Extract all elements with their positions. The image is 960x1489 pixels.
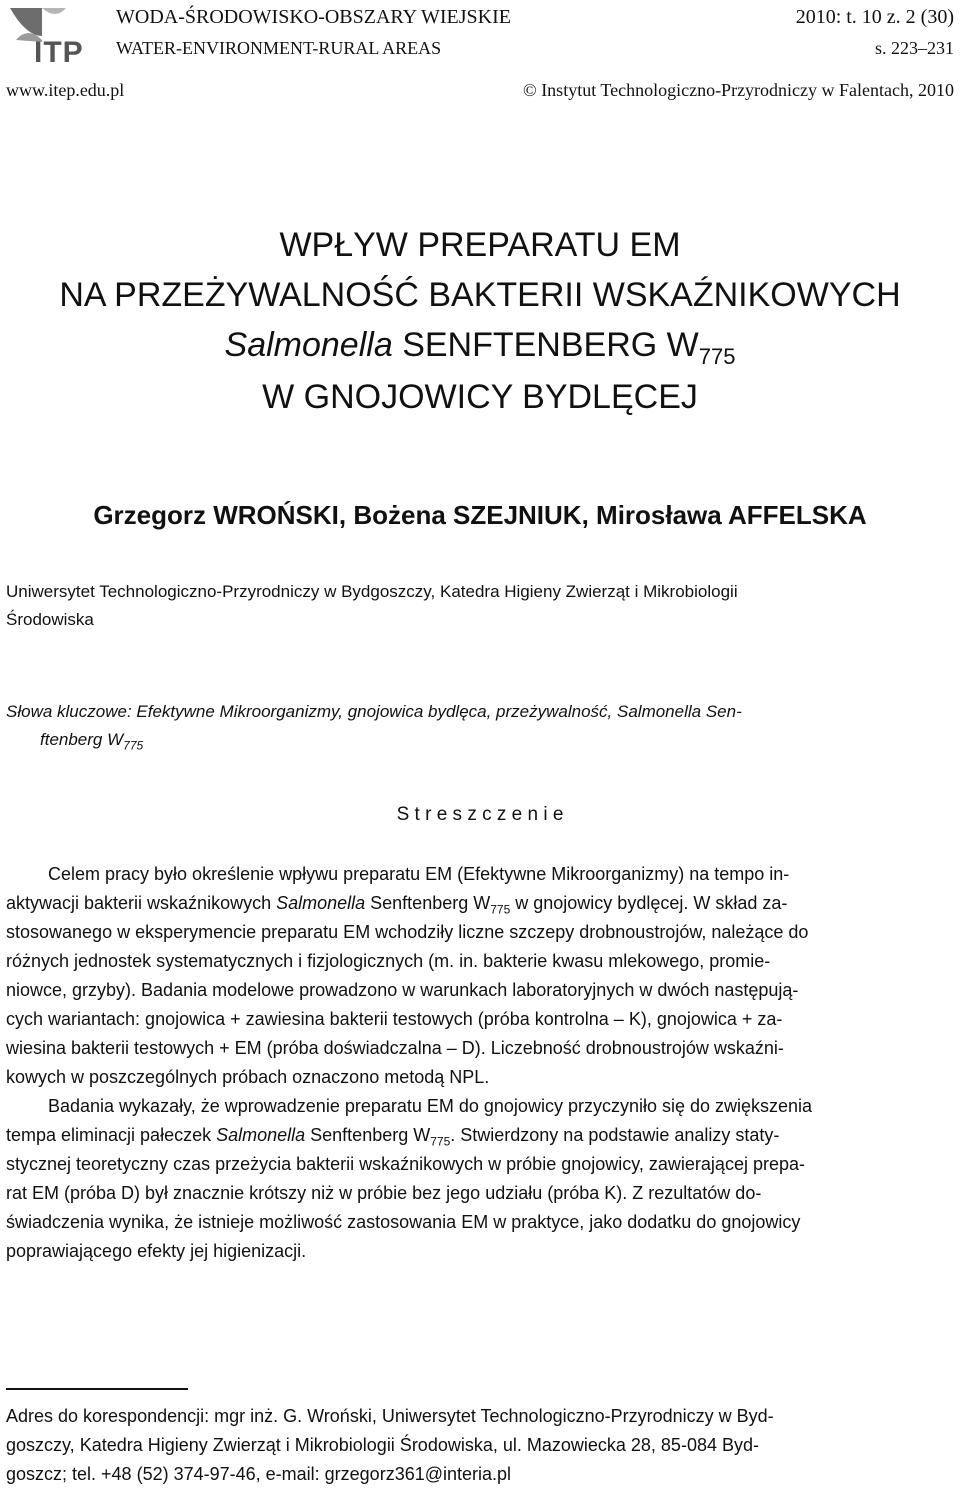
abstract-p2-l2c: . Stwierdzony na podstawie analizy staty- bbox=[450, 1125, 780, 1145]
authors: Grzegorz WROŃSKI, Bożena SZEJNIUK, Mirosława AFFELSKA bbox=[93, 500, 867, 530]
footnote-divider bbox=[6, 1388, 188, 1390]
title-strain-sub: 775 bbox=[698, 343, 736, 369]
abstract-p1-line-7: wiesina bakterii testowych + EM (próba doświadczalna – D). Liczebność drobnoustrojów wskaźni- bbox=[6, 1038, 784, 1058]
abstract-p2-line-3: stycznej teoretyczny czas przeżycia bakterii wskaźnikowych w próbie gnojowicy, zawierającej prepa- bbox=[6, 1154, 805, 1174]
abstract-p2-line-4: rat EM (próba D) był znacznie krótszy niż w próbie bez jego udziału (próba K). Z rezultatów do- bbox=[6, 1183, 762, 1203]
abstract-p1-l2a: aktywacji bakterii wskaźnikowych bbox=[6, 893, 277, 913]
abstract-p2-l2b: Senftenberg W bbox=[305, 1125, 431, 1145]
affiliation-line-1: Uniwersytet Technologiczno-Przyrodniczy w Bydgoszczy, Katedra Higieny Zwierząt i Mikrobiologii bbox=[6, 582, 738, 601]
keywords-line-1: Słowa kluczowe: Efektywne Mikroorganizmy, gnojowica bydlęca, przeżywalność, Salmonella Sen- bbox=[6, 702, 742, 721]
abstract-p1-line-8: kowych w poszczególnych próbach oznaczono metodą NPL. bbox=[6, 1067, 490, 1087]
abstract-p2-line-6: poprawiającego efekty jej higienizacji. bbox=[6, 1241, 307, 1261]
abstract-p1-line-2 bbox=[6, 893, 787, 917]
abstract-p1-line-1: Celem pracy było określenie wpływu preparatu EM (Efektywne Mikroorganizmy) na tempo in- bbox=[48, 864, 790, 884]
abstract-p2-l2a: tempa eliminacji pałeczek bbox=[6, 1125, 217, 1145]
abstract-p1-sub: 775 bbox=[490, 902, 511, 917]
abstract-p2-line-1: Badania wykazały, że wprowadzenie preparatu EM do gnojowicy przyczyniło się do zwiększenia bbox=[48, 1096, 813, 1116]
issue-info: 2010: t. 10 z. 2 (30) bbox=[795, 6, 954, 28]
title-genus: Salmonella bbox=[224, 326, 393, 364]
footnote-line-2: goszczy, Katedra Higieny Zwierząt i Mikrobiologii Środowiska, ul. Mazowiecka 28, 85-084 Byd- bbox=[6, 1435, 759, 1455]
abstract-p2-line-2 bbox=[6, 1125, 779, 1149]
abstract-p1-l2c: w gnojowicy bydlęcej. W skład za- bbox=[510, 893, 788, 913]
abstract-p1-line-6: cych wariantach: gnojowica + zawiesina bakterii testowych (próba kontrolna – K), gnojowica + za- bbox=[6, 1009, 783, 1029]
keywords-line-2 bbox=[40, 730, 143, 752]
title-line-2: NA PRZEŻYWALNOŚĆ BAKTERII WSKAŹNIKOWYCH bbox=[59, 276, 901, 314]
abstract-p1-line-5: niowce, grzyby). Badania modelowe prowadzono w warunkach laboratoryjnych w dwóch następują- bbox=[6, 980, 799, 1000]
footnote-line-1: Adres do korespondencji: mgr inż. G. Wroński, Uniwersytet Technologiczno-Przyrodniczy w Byd- bbox=[6, 1406, 774, 1426]
abstract-p2-sub: 775 bbox=[430, 1134, 451, 1149]
affiliation-line-2: Środowiska bbox=[6, 610, 94, 629]
copyright: © Instytut Technologiczno-Przyrodniczy w Falentach, 2010 bbox=[523, 80, 954, 100]
itp-logo bbox=[6, 6, 96, 70]
abstract-p1-genus: Salmonella bbox=[276, 893, 366, 913]
page-range: s. 223–231 bbox=[874, 38, 954, 58]
title-strain: SENFTENBERG W bbox=[402, 326, 699, 364]
footnote-line-3: goszcz; tel. +48 (52) 374-97-46, e-mail: grzegorz361@interia.pl bbox=[6, 1464, 512, 1484]
journal-title-pl: WODA-ŚRODOWISKO-OBSZARY WIEJSKIE bbox=[116, 6, 511, 28]
journal-title-en: WATER-ENVIRONMENT-RURAL AREAS bbox=[116, 38, 442, 58]
abstract-p2-genus: Salmonella bbox=[216, 1125, 306, 1145]
abstract-p1-l2b: Senftenberg W bbox=[365, 893, 491, 913]
logo-text: ITP bbox=[34, 36, 84, 69]
title-line-1: WPŁYW PREPARATU EM bbox=[279, 226, 681, 264]
title-line-4: W GNOJOWICY BYDLĘCEJ bbox=[262, 378, 698, 416]
keywords-strain-sub: 775 bbox=[123, 738, 144, 753]
journal-url[interactable]: www.itep.edu.pl bbox=[6, 80, 125, 100]
keywords-strain: ftenberg W bbox=[40, 730, 124, 749]
title-line-3 bbox=[0, 326, 960, 370]
abstract-p1-line-4: różnych jednostek systematycznych i fizjologicznych (m. in. bakterie kwasu mlekowego, promie- bbox=[6, 951, 771, 971]
abstract-p1-line-3: stosowanego w eksperymencie preparatu EM wchodziły liczne szczepy drobnoustrojów, należące do bbox=[6, 922, 809, 942]
abstract-p2-line-5: świadczenia wynika, że istnieje możliwość zastosowania EM w praktyce, jako dodatku do gnojowicy bbox=[6, 1212, 801, 1232]
abstract-heading: S t r e s z c z e n i e bbox=[396, 804, 564, 825]
